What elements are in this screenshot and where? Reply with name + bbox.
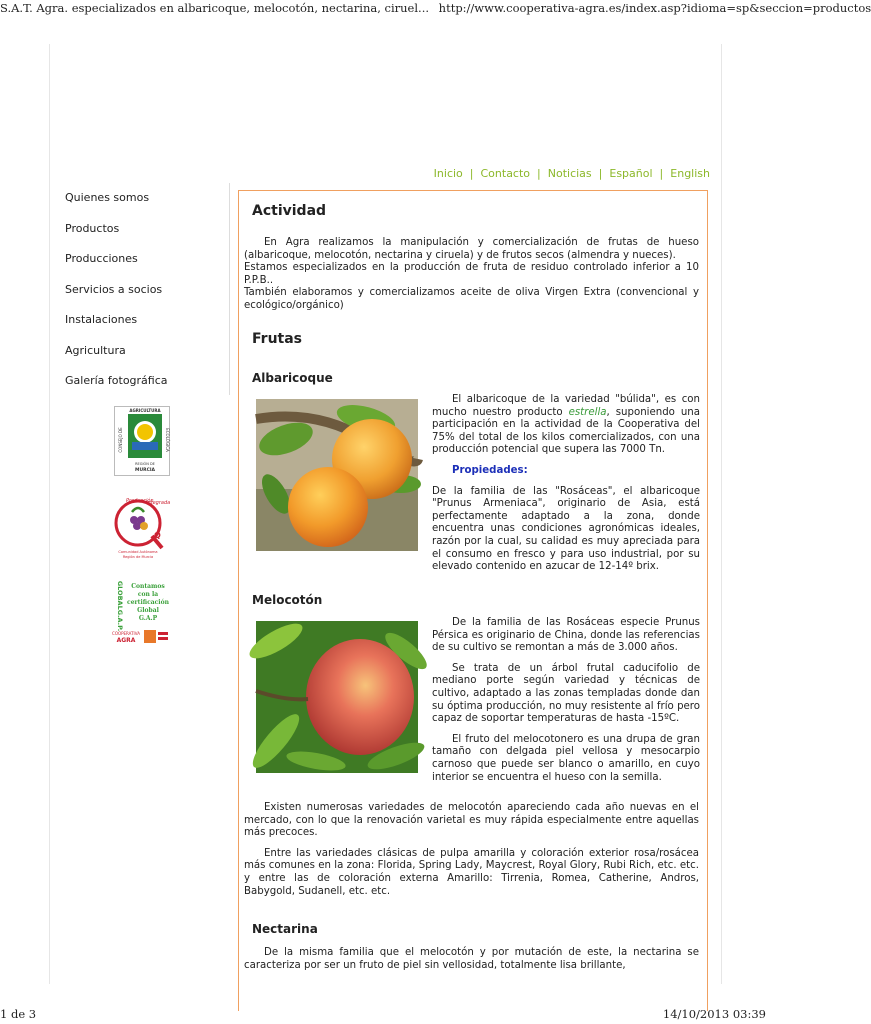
logo-eco-text-5: MURCIA (134, 468, 156, 473)
logo-globalgap[interactable] (110, 576, 172, 648)
melocoton-p5: Entre las variedades clásicas de pulpa amarilla y coloración exterior rosa/rosácea más comunes en la zona: Florida, Spring Lady, Maycrest, Royal Glory, Rubi Rich, etc. etc. y entre las de coloración externa Amarillo: Tirrenia, Romea, Catherine, Andros, Babygold, Sudanell, etc. etc. (244, 847, 699, 897)
nav-noticias[interactable]: Noticias (547, 167, 592, 180)
logo-integrada-text-4: Comunidad Autónoma (118, 550, 158, 554)
albaricoque-propiedades-title: Propiedades: (452, 464, 528, 476)
logo-integrada-text-1: Producción (126, 498, 154, 504)
logo-globalgap-text-2: con la (137, 591, 159, 598)
albaricoque-estrella: estrella (568, 406, 607, 418)
albaricoque-p1 (432, 394, 700, 457)
logo-eco-text-1: AGRICULTURA (129, 408, 161, 413)
nav-english[interactable]: English (670, 167, 710, 180)
sidebar (55, 183, 230, 395)
logo-agricultura-ecologica[interactable] (114, 406, 170, 476)
albaricoque-p1b: , suponiendo una participación en la actividad de la Cooperativa del 75% del total de los kilos comercializados, con una producción potencial que supera las 7000 Tn. (432, 406, 701, 456)
logo-eco-text-2: ECOLÓGICA (165, 428, 170, 452)
melocoton-image (256, 621, 418, 773)
actividad-p2: Estamos especializados en la producción de fruta de residuo controlado inferior a 10 P.P.B.. (244, 262, 699, 286)
actividad-p1: En Agra realizamos la manipulación y comercialización de frutas de hueso (albaricoque, melocotón, nectarina y ciruela) y de frutos secos (almendra y nueces). (244, 237, 699, 261)
logo-globalgap-text-1: Contamos (131, 583, 165, 590)
nav-contacto[interactable]: Contacto (480, 167, 531, 180)
nectarina-text (244, 947, 699, 980)
logo-globalgap-text-3: certificación (127, 599, 169, 606)
print-url: http://www.cooperativa-agra.es/index.asp?idioma=sp&seccion=productos (438, 1, 871, 15)
logo-eco-text-4: REGIÓN DE (135, 462, 155, 466)
print-header (0, 0, 871, 16)
nav-inicio[interactable]: Inicio (433, 167, 463, 180)
heading-melocoton: Melocotón (252, 593, 323, 607)
sidebar-item-instalaciones[interactable]: Instalaciones (65, 313, 138, 326)
sidebar-item-servicios[interactable]: Servicios a socios (65, 282, 163, 296)
logo-integrada-text-2: Integrada (146, 500, 171, 506)
logo-agra-text-2: AGRA (116, 637, 136, 644)
melocoton-p2: Se trata de un árbol frutal caducifolio de mediano porte según variedad y técnicas de cultivo, adaptado a las zonas templadas donde dan su óptima producción, no muy resistente al frío pero capaz de soportar temperaturas de hasta -15ºC. (432, 662, 700, 725)
sidebar-item-quienes-somos[interactable]: Quienes somos (65, 191, 150, 204)
nav-separator: | (598, 167, 603, 180)
main-content (238, 190, 708, 1011)
logo-agra-text-1: COOPERATIVA (112, 631, 140, 636)
nav-espanol[interactable]: Español (609, 167, 653, 180)
logo-produccion-integrada[interactable] (108, 490, 171, 560)
heading-albaricoque: Albaricoque (252, 371, 333, 385)
melocoton-p3: El fruto del melocotonero es una drupa de gran tamaño con delgada piel vellosa y mesocarpio carnoso que puede ser blanco o amarillo, en cuyo interior se encuentra el hueso con la semilla. (432, 733, 700, 783)
melocoton-text-side (432, 617, 700, 792)
melocoton-p4: Existen numerosas variedades de melocotón apareciendo cada año nuevas en el mercado, con lo que la renovación varietal es muy rápida especialmente entre aquellas más precoces. (244, 802, 699, 839)
logo-integrada-text-3: Q (154, 531, 161, 540)
albaricoque-propiedades: De la familia de las "Rosáceas", el albaricoque "Prunus Armeniaca", originario de Asia, está perfectamente adaptado a la zona, donde encuentra unas condiciones agronómicas ideales, razón por la cual, su calidad es muy apreciada para el consumo en fresco y para uso industrial, por su elevado contenido en azucar de 12-14º brix. (432, 485, 700, 573)
top-navigation (434, 167, 710, 180)
heading-frutas: Frutas (252, 331, 303, 347)
nav-separator: | (537, 167, 541, 180)
logo-eco-text-3: CONSEJO DE (118, 427, 123, 453)
actividad-p3: También elaboramos y comercializamos aceite de oliva Virgen Extra (convencional y ecológico/orgánico) (244, 287, 699, 311)
melocoton-p1: De la familia de las Rosáceas especie Prunus Pérsica es originario de China, donde las referencias de su cultivo se remontan a más de 3.000 años. (432, 617, 700, 654)
sidebar-item-galeria[interactable]: Galería fotográfica (65, 374, 168, 387)
sidebar-item-productos[interactable]: Productos (65, 221, 120, 235)
sidebar-item-producciones[interactable]: Producciones (65, 252, 138, 265)
nav-separator: | (469, 167, 474, 180)
print-datetime: 14/10/2013 03:39 (662, 1007, 766, 1021)
print-page-number: 1 de 3 (0, 1007, 37, 1021)
actividad-text (244, 237, 699, 313)
heading-nectarina: Nectarina (252, 922, 318, 936)
albaricoque-p1a: El albaricoque de la variedad "búlida", es con mucho nuestro producto (432, 394, 700, 418)
nav-separator: | (659, 167, 664, 180)
melocoton-text-full (244, 802, 699, 906)
logo-globalgap-text-4: Global (137, 607, 159, 614)
albaricoque-image (256, 399, 418, 551)
sidebar-item-agricultura[interactable]: Agricultura (65, 343, 126, 357)
print-title: S.A.T. Agra. especializados en albaricoque, melocotón, nectarina, ciruel... (0, 1, 430, 15)
nectarina-p1: De la misma familia que el melocotón y por mutación de este, la nectarina se caracteriza por ser un fruto de piel sin vellosidad, totalmente lisa brillante, (244, 947, 699, 971)
heading-actividad: Actividad (252, 203, 327, 219)
logo-globalgap-vertical: GLOBALG.A.P. (116, 580, 124, 632)
albaricoque-text (432, 394, 700, 574)
logo-integrada-text-5: Región de Murcia (122, 555, 154, 559)
logo-globalgap-text-5: G.A.P (138, 615, 158, 622)
